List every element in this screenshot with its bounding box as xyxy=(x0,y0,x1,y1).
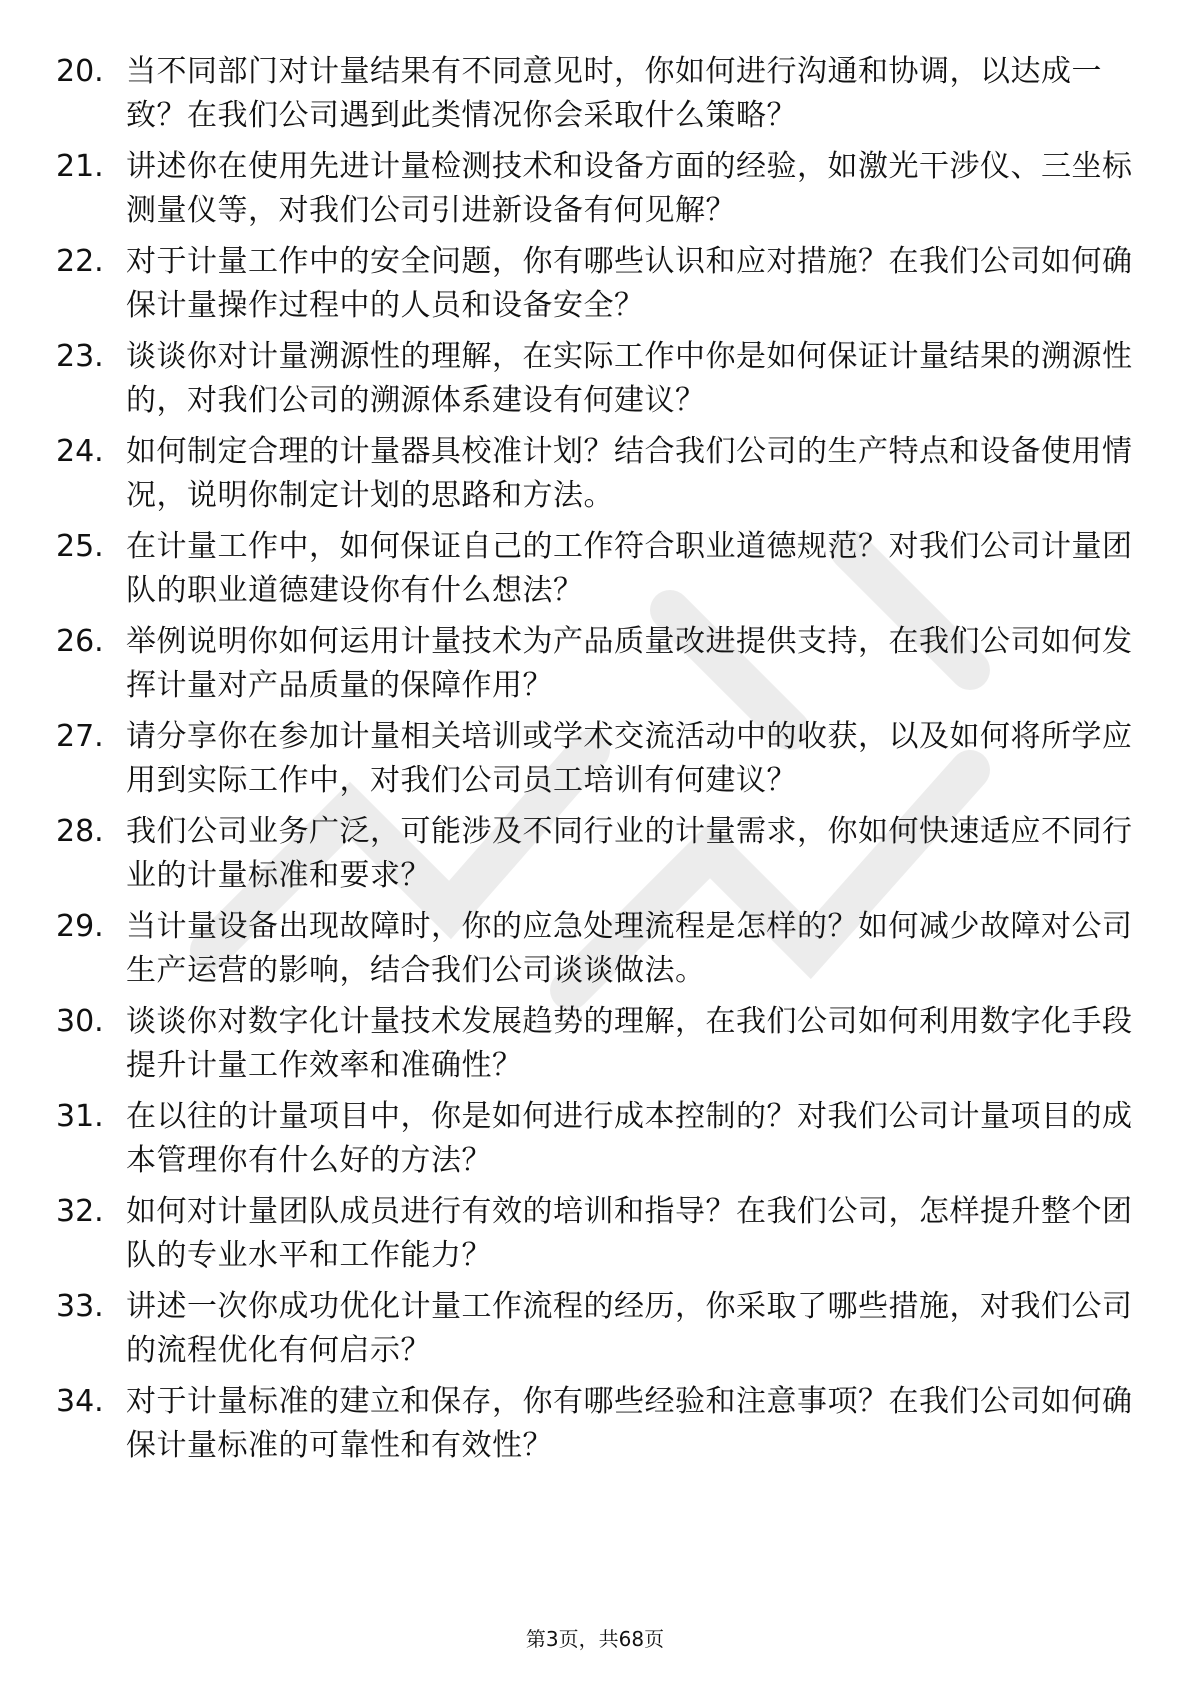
question-text: 当不同部门对计量结果有不同意见时，你如何进行沟通和协调，以达成一致？在我们公司遇到此类情况你会采取什么策略？ xyxy=(126,54,1102,133)
question-text: 讲述你在使用先进计量检测技术和设备方面的经验，如激光干涉仪、三坐标测量仪等，对我们公司引进新设备有何见解？ xyxy=(126,149,1133,228)
list-item xyxy=(56,50,1136,145)
question-text: 对于计量标准的建立和保存，你有哪些经验和注意事项？在我们公司如何确保计量标准的可靠性和有效性？ xyxy=(126,1384,1133,1463)
question-list xyxy=(56,50,1136,1475)
question-text: 在计量工作中，如何保证自己的工作符合职业道德规范？对我们公司计量团队的职业道德建设你有什么想法？ xyxy=(126,529,1133,608)
question-text: 讲述一次你成功优化计量工作流程的经历，你采取了哪些措施，对我们公司的流程优化有何启示？ xyxy=(126,1289,1133,1368)
question-number: 27. xyxy=(56,719,104,754)
question-text: 当计量设备出现故障时，你的应急处理流程是怎样的？如何减少故障对公司生产运营的影响，结合我们公司谈谈做法。 xyxy=(126,909,1133,988)
question-text: 在以往的计量项目中，你是如何进行成本控制的？对我们公司计量项目的成本管理你有什么好的方法？ xyxy=(126,1099,1133,1178)
list-item xyxy=(56,525,1136,620)
list-item xyxy=(56,620,1136,715)
question-number: 21. xyxy=(56,149,104,184)
question-number: 31. xyxy=(56,1099,104,1134)
list-item xyxy=(56,715,1136,810)
question-number: 33. xyxy=(56,1289,104,1324)
list-item xyxy=(56,905,1136,1000)
question-number: 30. xyxy=(56,1004,104,1039)
list-item xyxy=(56,1190,1136,1285)
page-footer: 第3页，共68页 xyxy=(525,1627,665,1651)
question-text: 谈谈你对数字化计量技术发展趋势的理解，在我们公司如何利用数字化手段提升计量工作效率和准确性？ xyxy=(126,1004,1133,1083)
list-item xyxy=(56,1000,1136,1095)
question-number: 28. xyxy=(56,814,104,849)
list-item xyxy=(56,1095,1136,1190)
question-text: 如何对计量团队成员进行有效的培训和指导？在我们公司，怎样提升整个团队的专业水平和工作能力？ xyxy=(126,1194,1133,1273)
list-item xyxy=(56,240,1136,335)
list-item xyxy=(56,1380,1136,1475)
question-number: 24. xyxy=(56,434,104,469)
question-number: 22. xyxy=(56,244,104,279)
question-text: 请分享你在参加计量相关培训或学术交流活动中的收获，以及如何将所学应用到实际工作中，对我们公司员工培训有何建议？ xyxy=(126,719,1133,798)
question-number: 23. xyxy=(56,339,104,374)
question-text: 对于计量工作中的安全问题，你有哪些认识和应对措施？在我们公司如何确保计量操作过程中的人员和设备安全？ xyxy=(126,244,1133,323)
question-number: 32. xyxy=(56,1194,104,1229)
question-number: 34. xyxy=(56,1384,104,1419)
list-item xyxy=(56,810,1136,905)
list-item xyxy=(56,430,1136,525)
question-number: 25. xyxy=(56,529,104,564)
question-text: 如何制定合理的计量器具校准计划？结合我们公司的生产特点和设备使用情况，说明你制定计划的思路和方法。 xyxy=(126,434,1133,513)
question-number: 26. xyxy=(56,624,104,659)
question-number: 29. xyxy=(56,909,104,944)
question-number: 20. xyxy=(56,54,104,89)
list-item xyxy=(56,335,1136,430)
list-item xyxy=(56,145,1136,240)
question-text: 我们公司业务广泛，可能涉及不同行业的计量需求，你如何快速适应不同行业的计量标准和要求？ xyxy=(126,814,1133,893)
list-item xyxy=(56,1285,1136,1380)
question-text: 谈谈你对计量溯源性的理解，在实际工作中你是如何保证计量结果的溯源性的，对我们公司的溯源体系建设有何建议？ xyxy=(126,339,1133,418)
question-text: 举例说明你如何运用计量技术为产品质量改进提供支持，在我们公司如何发挥计量对产品质量的保障作用？ xyxy=(126,624,1133,703)
